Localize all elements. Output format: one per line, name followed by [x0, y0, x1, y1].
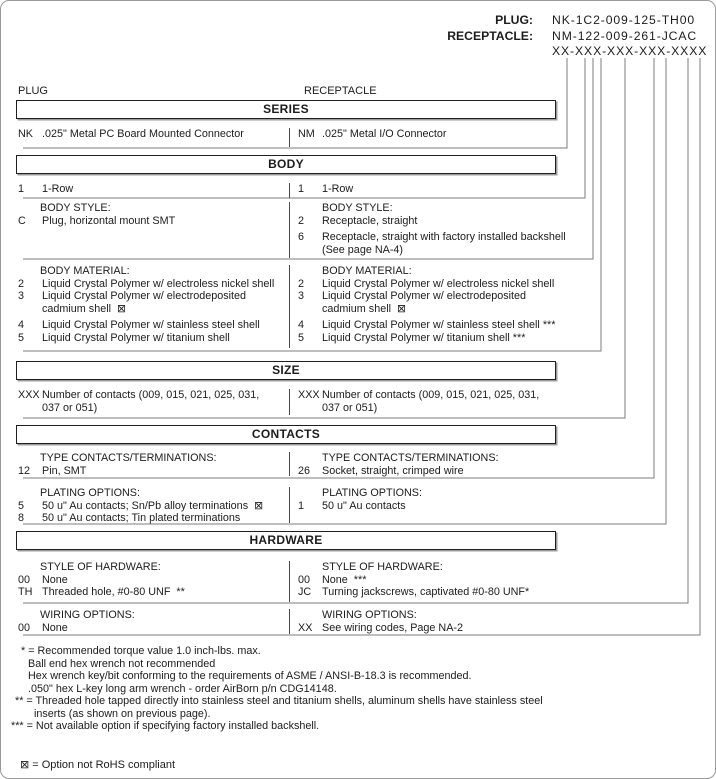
- receptacle-part-label: RECEPTACLE:: [447, 28, 533, 43]
- size-rows: [16, 389, 561, 415]
- footnote-asterisk: * = Recommended torque value 1.0 inch-lbs. max.: [21, 645, 261, 657]
- series-nm-text: .025" Metal I/O Connector: [322, 128, 447, 140]
- hardware-section-title: HARDWARE: [16, 531, 556, 550]
- body-style-row-c: C Plug, horizontal mount SMT: [18, 214, 176, 227]
- body-section-title: BODY: [16, 155, 556, 174]
- hardware-style-subsection: [16, 561, 561, 602]
- body-style-row-2: 2 Receptacle, straight: [298, 214, 418, 227]
- body-material-plug: BODY MATERIAL: 2 Liquid Crystal Polymer w/ electroless nickel shell 3 Liquid Crystal Polymer w/ electrodeposited cadmium shell ⊠ 4 Liquid Crystal Polymer w/ stainless steel shell 5 Liquid Crystal Polymer w/ titanium shell: [16, 265, 289, 348]
- body-material-right-heading: BODY MATERIAL:: [322, 265, 412, 277]
- hardware-style-receptacle: STYLE OF HARDWARE: 00 None *** JC Turning jackscrews, captivated #0-80 UNF*: [289, 561, 561, 602]
- body-material-left-heading: BODY MATERIAL:: [40, 265, 130, 277]
- contacts-plating-subsection: [16, 487, 561, 523]
- footnote-asterisk-line4: .050" hex L-key long arm wrench - order AirBorn p/n CDG14148.: [28, 682, 337, 695]
- series-row-nk: [18, 128, 289, 141]
- hardware-wiring-subsection: [16, 609, 561, 634]
- contacts-type-receptacle: TYPE CONTACTS/TERMINATIONS: 26 Socket, straight, crimped wire: [289, 452, 561, 476]
- receptacle-part-value: NM-122-009-261-JCAC: [552, 28, 698, 43]
- body-style-row-6: 6 Receptacle, straight with factory installed backshell (See page NA-4): [298, 231, 566, 256]
- hardware-style-plug: STYLE OF HARDWARE: 00 None TH Threaded hole, #0-80 UNF **: [18, 561, 185, 599]
- footnote-double-asterisk: ** = Threaded hole tapped directly into stainless steel and titanium shells, aluminum shells have stainless steel: [15, 695, 543, 707]
- contacts-type-plug: TYPE CONTACTS/TERMINATIONS: 12 Pin, SMT: [18, 452, 217, 477]
- body-style-right-heading: BODY STYLE:: [322, 202, 393, 214]
- series-receptacle-column: [289, 128, 561, 147]
- series-nk-code: NK: [18, 128, 33, 140]
- body-style-plug: [16, 202, 289, 258]
- footnote-triple-asterisk: *** = Not available option if specifying factory installed backshell.: [11, 720, 320, 732]
- body-row-left: 1 1-Row: [18, 183, 74, 195]
- series-rows: [16, 128, 561, 147]
- size-section-title: SIZE: [16, 361, 556, 380]
- footnote-rohs: ⊠ = Option not RoHS compliant: [20, 759, 176, 771]
- body-row-count: [16, 183, 561, 198]
- body-style-receptacle: [289, 202, 566, 258]
- wiring-plug: WIRING OPTIONS: 00 None: [18, 609, 135, 634]
- series-section-title: SERIES: [16, 100, 556, 119]
- plating-receptacle: PLATING OPTIONS: 1 50 u" Au contacts: [289, 487, 561, 523]
- body-style-left-heading: BODY STYLE:: [40, 202, 111, 214]
- series-row-nm: [298, 128, 561, 141]
- body-material-subsection: [16, 265, 561, 348]
- plug-column-header: PLUG: [18, 85, 48, 97]
- contacts-type-subsection: [16, 452, 561, 476]
- size-plug: XXX Number of contacts (009, 015, 021, 025, 031, 037 or 051): [18, 389, 260, 414]
- footnote-asterisk-line2: Ball end hex wrench not recommended: [28, 657, 216, 670]
- plating-plug: PLATING OPTIONS: 5 50 u" Au contacts; Sn/Pb alloy terminations ⊠ 8 50 u" Au contacts; Tin plated terminations: [18, 487, 264, 525]
- plug-part-value: NK-1C2-009-125-TH00: [552, 13, 696, 27]
- contacts-section-title: CONTACTS: [16, 425, 556, 444]
- wiring-receptacle: WIRING OPTIONS: XX See wiring codes, Page NA-2: [289, 609, 561, 634]
- body-style-subsection: [16, 202, 566, 258]
- receptacle-column-header: RECEPTACLE: [304, 85, 377, 97]
- plug-part-label: PLUG:: [495, 13, 533, 27]
- series-nm-code: NM: [298, 128, 315, 140]
- series-plug-column: [16, 128, 289, 147]
- footnote-asterisk-line3: Hex wrench key/bit conforming to the requirements of ASME / ANSI-B-18.3 is recommended.: [28, 670, 472, 682]
- size-receptacle: XXX Number of contacts (009, 015, 021, 025, 031, 037 or 051): [289, 389, 561, 415]
- part-number-mask: XX-XXX-XXX-XXX-XXXX: [552, 44, 708, 58]
- body-row-right: 1 1-Row: [298, 183, 354, 195]
- footnote-double-asterisk-line2: inserts (as shown on previous page).: [34, 707, 211, 720]
- series-nk-text: .025" Metal PC Board Mounted Connector: [42, 128, 244, 140]
- body-material-receptacle: BODY MATERIAL: 2 Liquid Crystal Polymer w/ electroless nickel shell 3 Liquid Crystal Polymer w/ electrodeposited cadmium shell ⊠ 4 Liquid Crystal Polymer w/ stainless steel shell *** 5 Liquid Crystal Polymer w/ titanium shell ***: [289, 265, 561, 348]
